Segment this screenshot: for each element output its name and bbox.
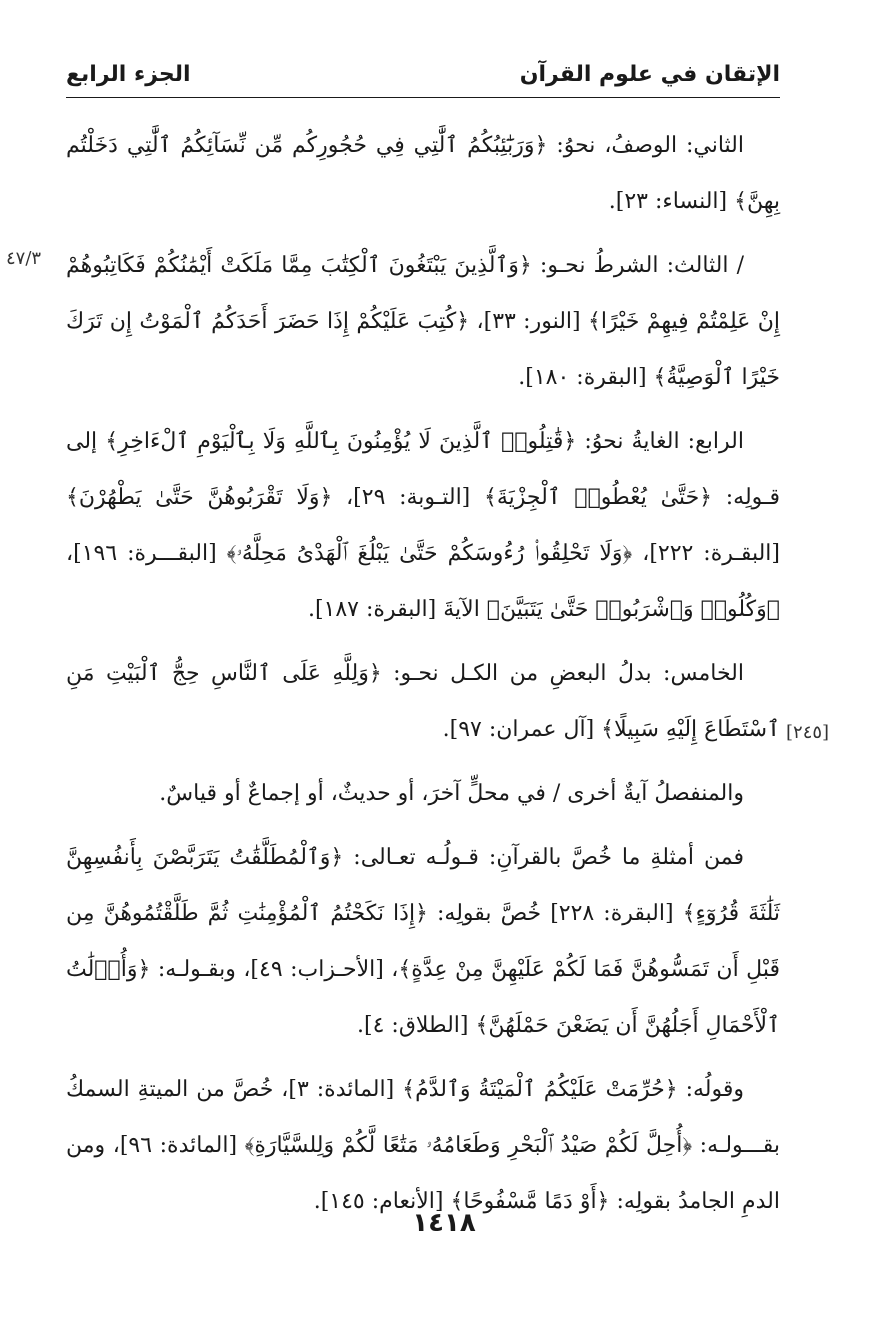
header-divider <box>66 97 780 98</box>
paragraph-limit: الرابع: الغايةُ نحوُ: ﴿قَٰتِلُوا۟ ٱلَّذِينَ لَا يُؤْمِنُونَ بِٱللَّهِ وَلَا بِٱلْيَوْمِ ٱلْءَاخِرِ﴾ إلى قـولِه: ﴿حَتَّىٰ يُعْطُوا۟ ٱلْجِزْيَةَ﴾ [التـوبة: ٢٩]، ﴿وَلَا تَقْرَبُوهُنَّ حَتَّىٰ يَطْهُرْنَ﴾ [البقـرة: ٢٢٢]، ﴿وَلَا تَحْلِقُوا۟ رُءُوسَكُمْ حَتَّىٰ يَبْلُغَ ٱلْهَدْىُ مَحِلَّهُۥ﴾ [البقـــرة: ١٩٦]، ﴿وَكُلُوا۟ وَٱشْرَبُوا۟ حَتَّىٰ يَتَبَيَّنَ﴾ الآيةَ [البقرة: ١٨٧]. <box>66 429 780 622</box>
body-text <box>66 118 780 1238</box>
book-title: الإتقان في علوم القرآن <box>519 62 780 87</box>
volume-label: الجزء الرابع <box>66 62 191 87</box>
page-number: ١٤١٨ <box>412 1208 476 1238</box>
paragraph-description: الثاني: الوصفُ، نحوُ: ﴿وَرَبَٰٓئِبُكُمُ ٱلَّٰتِي فِي حُجُورِكُم مِّن نِّسَآئِكُمُ ٱلَّٰتِي دَخَلْتُم بِهِنَّ﴾ [النساء: ٢٣]. <box>66 133 780 214</box>
margin-reference-volume-page: ٤٧/٣ <box>6 248 42 269</box>
paragraph-examples-quran: فمن أمثلةِ ما خُصَّ بالقرآنِ: قـولُـه تعـالى: ﴿وَٱلْمُطَلَّقَٰتُ يَتَرَبَّصْنَ بِأَنفُسِهِنَّ ثَلَٰثَةَ قُرُوٓءٍ﴾ [البقرة: ٢٢٨] خُصَّ بقولِه: ﴿إِذَا نَكَحْتُمُ ٱلْمُؤْمِنَٰتِ ثُمَّ طَلَّقْتُمُوهُنَّ مِن قَبْلِ أَن تَمَسُّوهُنَّ فَمَا لَكُمْ عَلَيْهِنَّ مِنْ عِدَّةٍ﴾، [الأحـزاب: ٤٩]، وبقـولـه: ﴿وَأُو۟لَٰتُ ٱلْأَحْمَالِ أَجَلُهُنَّ أَن يَضَعْنَ حَمْلَهُنَّ﴾ [الطلاق: ٤]. <box>66 845 781 1038</box>
paragraph-examples-dead-blood: وقولُه: ﴿حُرِّمَتْ عَلَيْكُمُ ٱلْمَيْتَةُ وَٱلدَّمُ﴾ [المائدة: ٣]، خُصَّ من الميتةِ السمكُ بقـــولـه: ﴿أُحِلَّ لَكُمْ صَيْدُ ٱلْبَحْرِ وَطَعَامُهُۥ مَتَٰعًا لَّكُمْ وَلِلسَّيَّارَةِ﴾ [المائدة: ٩٦]، ومن الدمِ الجامدُ بقولِه: ﴿أَوْ دَمًا مَّسْفُوحًا﴾ [الأنعام: ١٤٥]. <box>66 1077 780 1214</box>
page-header <box>66 56 780 96</box>
paragraph-partial-substitution: الخامس: بدلُ البعضِ من الكـل نحـو: ﴿وَلِلَّهِ عَلَى ٱلنَّاسِ حِجُّ ٱلْبَيْتِ مَنِ ٱسْتَطَاعَ إِلَيْهِ سَبِيلًا﴾ [آل عمران: ٩٧]. <box>66 661 780 742</box>
paragraph-condition: / الثالث: الشرطُ نحـو: ﴿وَٱلَّذِينَ يَبْتَغُونَ ٱلْكِتَٰبَ مِمَّا مَلَكَتْ أَيْمَٰنُكُمْ فَكَاتِبُوهُمْ إِنْ عَلِمْتُمْ فِيهِمْ خَيْرًا﴾ [النور: ٣٣]، ﴿كُتِبَ عَلَيْكُمْ إِذَا حَضَرَ أَحَدَكُمُ ٱلْمَوْتُ إِن تَرَكَ خَيْرًا ٱلْوَصِيَّةُ﴾ [البقرة: ١٨٠]. <box>66 253 781 390</box>
paragraph-separate-specifier: والمنفصلُ آيةٌ أخرى / في محلٍّ آخرَ، أو حديثٌ، أو إجماعٌ أو قياسٌ. <box>159 781 744 806</box>
margin-reference-page: [٢٤٥] <box>786 722 830 743</box>
